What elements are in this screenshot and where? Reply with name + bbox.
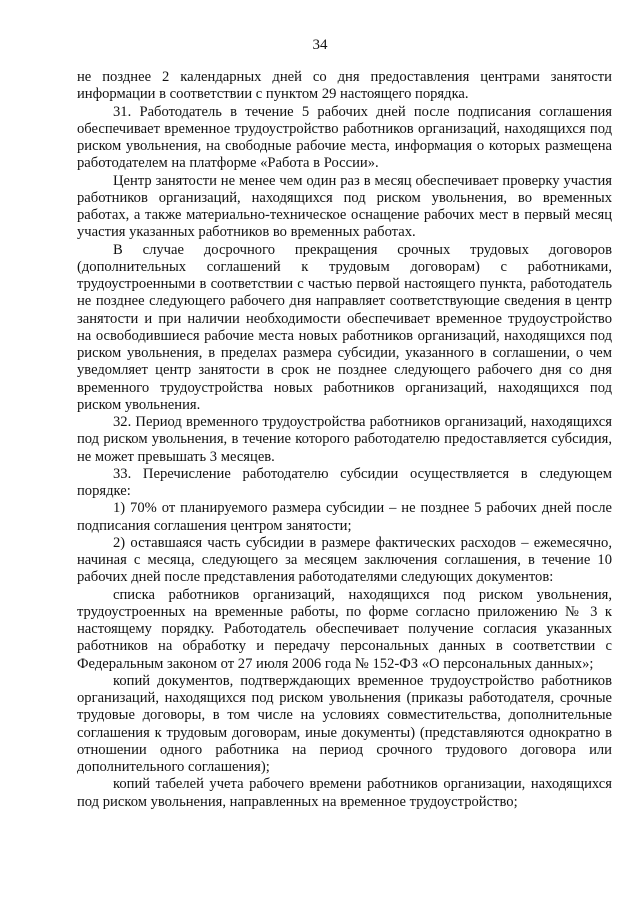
paragraph-workers-list: списка работников организаций, находящихся под риском увольнения, трудоустроенных на временные работы, по форме согласно приложению № 3 к настоящему порядку. Работодатель обеспечивает получение согласия указанных работников на обработку и передачу персональных данных в соответствии с Федеральным законом от 27 июля 2006 года № 152-ФЗ «О персональных данных»; [77,586,612,672]
paragraph-clause-31: 31. Работодатель в течение 5 рабочих дней после подписания соглашения обеспечивает временное трудоустройство работников организаций, находящихся под риском увольнения, на свободные рабочие места, информация о которых размещена работодателем на платформе «Работа в России». [77,103,612,172]
paragraph-timesheet-copies: копий табелей учета рабочего времени работников организации, находящихся под риском увольнения, направленных на временное трудоустройство; [77,776,612,810]
paragraph-employment-center-check: Центр занятости не менее чем один раз в месяц обеспечивает проверку участия работников организаций, находящихся под риском увольнения, во временных работах, а также материально-техническое оснащение рабочих мест в первый месяц участия указанных работников во временных работах. [77,172,612,241]
paragraph-continuation: не позднее 2 календарных дней со дня предоставления центрами занятости информации в соответствии с пунктом 29 настоящего порядка. [77,69,612,103]
paragraph-clause-33: 33. Перечисление работодателю субсидии осуществляется в следующем порядке: [77,465,612,499]
paragraph-clause-32: 32. Период временного трудоустройства работников организаций, находящихся под риском увольнения, в течение которого работодателю предоставляется субсидия, не может превышать 3 месяцев. [77,414,612,465]
document-body [77,69,612,811]
page-number: 34 [312,37,328,53]
paragraph-item-1: 1) 70% от планируемого размера субсидии – не позднее 5 рабочих дней после подписания соглашения центром занятости; [77,500,612,534]
paragraph-item-2: 2) оставшаяся часть субсидии в размере фактических расходов – ежемесячно, начиная с месяца, следующего за месяцем заключения соглашения, в течение 10 рабочих дней после представления работодателями следующих документов: [77,534,612,586]
paragraph-early-termination: В случае досрочного прекращения срочных трудовых договоров (дополнительных соглашений к трудовым договорам) с работниками, трудоустроенными в соответствии с частью первой настоящего пункта, работодатель не позднее следующего рабочего дня направляет соответствующие сведения в центр занятости и при наличии необходимости обеспечивает временное трудоустройство на освободившиеся рабочие места новых работников организаций, находящихся под риском увольнения, в пределах размера субсидии, указанного в соглашении, о чем уведомляет центр занятости в срок не позднее следующего рабочего дня со дня временного трудоустройства новых работников организаций, находящихся под риском увольнения. [77,241,612,413]
paragraph-document-copies: копий документов, подтверждающих временное трудоустройство работников организаций, находящихся под риском увольнения (приказы работодателя, срочные трудовые договоры, в том числе на условиях совместительства, дополнительные соглашения к трудовым договорам, иные документы) (представляются однократно в отношении одного работника на период срочного трудового договора или дополнительного соглашения); [77,672,612,775]
